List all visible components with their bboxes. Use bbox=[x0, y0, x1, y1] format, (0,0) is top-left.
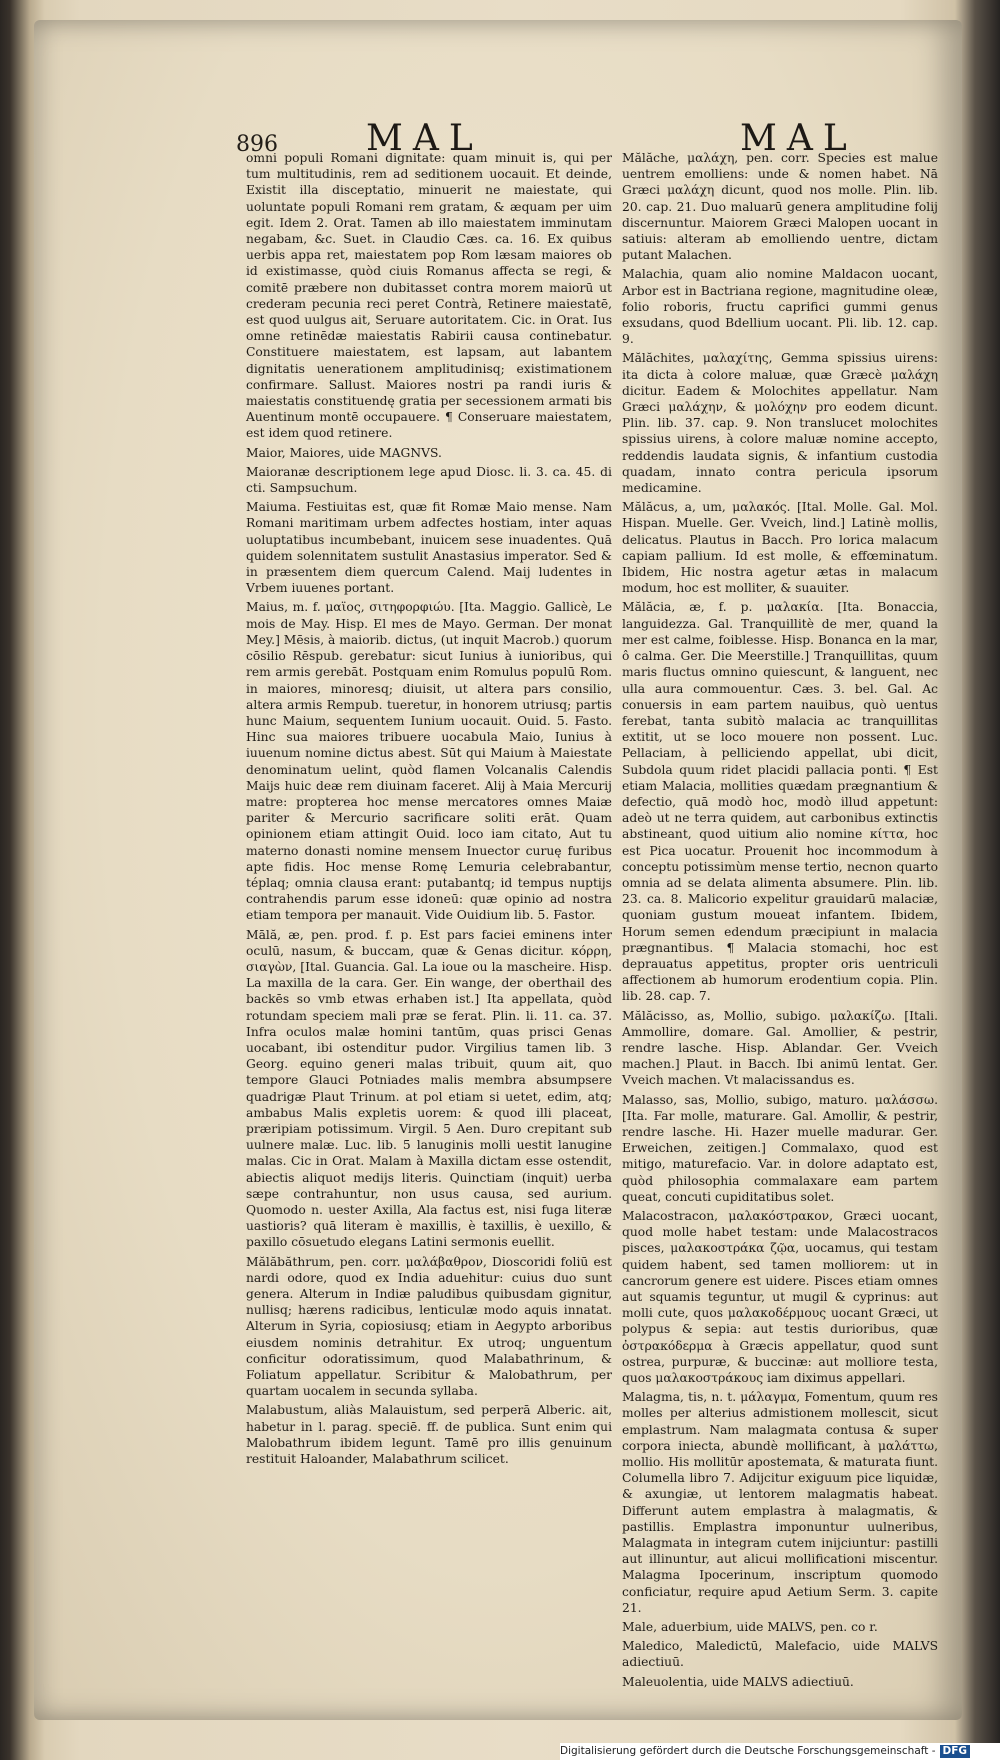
entry-malagma: Malagma, tis, n. t. μάλαγμα, Fomentum, quum res molles per alterius admistionem mollescit, sicut emplastrum. Nam malagmata contusa & super corpora iniecta, abundè mollificant, à μαλάττω, mollio. His mollitūr apostemata, & maturata fiunt. Columella libro 7. Adijcitur exiguum pice liquidæ, & axungiæ, ut lentorem malagmatis habeat. Differunt autem emplastra à malagmatis, & pastillis. Emplastra imponuntur uulneribus, Malagmata in integram cutem inijciuntur: pastilli aut illinuntur, aut alicui mollificationi miscentur. Malagma Ipocerinum, inscriptum quomodo conficiatur, require apud Aetium Serm. 3. capite 21. bbox=[622, 1390, 938, 1615]
entry-malacostracon: Malacostracon, μαλακόστρακον, Græci uocant, quod molle habet testam: unde Malacostracos pisces, μαλακοστράκα ζῷα, uocamus, qui testam quidem habent, sed tamen molliorem: ut in cancrorum genere est uidere. Pisces etiam omnes aut squamis teguntur, ut mugil & cyprinus: aut molli cute, quos μαλακοδέρμους uocant Græci, ut polypus & sepia: aut testis durioribus, quæ ὀστρακόδερμα à Græcis appellatur, quod sunt ostrea, purpuræ, & buccinæ: aut molliore testa, quos μαλακοστράκους iam diximus appellari. bbox=[622, 1209, 938, 1386]
entry-maiestas-continuation: omni populi Romani dignitate: quam minuit is, qui per tum multitudinis, rem ad seditionem uocauit. Et deinde, Existit illa disceptatio, minuerit ne maiestate, qui uoluntate populi Romani rem gratam, & æquam per uim egit. Idem 2. Orat. Tamen ab illo maiestatem imminutam negabam, &c. Suet. in Claudio Cæs. ca. 16. Ex quibus uerbis appa ret, maiestatem pop Rom læsam maiores ob id existimasse, quòd ciuis Romanus affecta se regi, & comitē præbere non dubitasset contra morem maiorū ut crederam pecunia reci peret Contrà, Retinere maiestatē, est quod uulgus ait, Seruare autoritatem. Cic. in Orat. Ius omne retinēdæ maiestatis Rabirii causa continebatur. Constituere maiestatem, est lapsam, aut labantem dignitatis uenerationem amplitudinisq; existimationem confirmare. Sallust. Maiores nostri pa randi iuris & maiestatis constituendę gratia per secessionem armati bis Auentinum montē occupauere. ¶ Conseruare maiestatem, est idem quod retinere. bbox=[246, 151, 612, 441]
entry-malacia: Mălăcia, æ, f. p. μαλακία. [Ita. Bonaccia, languidezza. Gal. Tranquillitè de mer, quand la mer est calme, foiblesse. Hisp. Bonanca en la mar, ô calma. Ger. Die Meerstille.] Tranquillitas, quum maris fluctus omnino quiescunt, & languent, nec ulla aura commouentur. Cæs. 3. bel. Gal. Ac conuersis in eam partem nauibus, quò uentus ferebat, tanta subitò malacia ac tranquillitas extitit, ut se loco mouere non possent. Luc. Pellaciam, à pelliciendo appellat, ubi dicit, Subdola quum ridet placidi pallacia ponti. ¶ Est etiam Malacia, mollities quædam prægnantium & defectio, quā modò hoc, modò illud appetunt: adeò ut ne terra quidem, aut carbonibus extinctis abstineant, quod uitium alio nomine κίττα, hoc est Pica uocatur. Prouenit hoc incommodum à conceptu potissimùm mense tertio, necnon quarto omnia ad se delata alimenta absumere. Plin. lib. 23. ca. 8. Malicorio expelitur grauidarū malaciæ, quoniam gustum moueat infantem. Ibidem, Horum semen edendum præcipiunt in malacia prægnantibus. ¶ Malacia stomachi, hoc est deprauatus appetitus, propter oris uentriculi affectionem ab humorum erodentium copia. Plin. lib. 28. cap. 7. bbox=[622, 600, 938, 1004]
digitization-credit bbox=[560, 1743, 1000, 1760]
entry-malachia: Malachia, quam alio nomine Maldacon uocant, Arbor est in Bactriana regione, magnitudine oleæ, folio roboris, fructu caprifici gummi genus exsudans, quod Bdellium uocant. Pli. lib. 12. cap. 9. bbox=[622, 267, 938, 347]
entry-malachites: Mălăchites, μαλαχίτης, Gemma spissius uirens: ita dicta à colore maluæ, quæ Græcè μαλάχη dicitur. Eadem & Molochites appellatur. Nam Græci μαλάχην, & μολόχην pro eodem dicunt. Plin. lib. 37. cap. 9. Non translucet molochites spissius uirens, à colore maluæ nomine accepto, reddendis laudata signis, & infantium custodia quadam, innato contra pericula ipsorum medicamine. bbox=[622, 351, 938, 496]
digitization-credit-text: Digitalisierung gefördert durch die Deutsche Forschungsgemeinschaft - bbox=[560, 1745, 936, 1757]
entry-maior: Maior, Maiores, uide MAGNVS. bbox=[246, 445, 442, 460]
left-column bbox=[246, 150, 612, 1470]
running-head-right: MAL bbox=[740, 118, 857, 159]
entry-malacisso: Mălăcisso, as, Mollio, subigo. μαλακίζω. [Itali. Ammollire, domare. Gal. Amollier, & pestrir, rendre lasche. Hisp. Ablandar. Ger. Vveich machen.] Plaut. in Bacch. Ibi animū lentat. Ger. Vveich machen. Vt malacissandus es. bbox=[622, 1008, 938, 1088]
entry-maiorana: Maioranæ descriptionem lege apud Diosc. li. 3. ca. 45. di cti. Sampsuchum. bbox=[246, 464, 612, 496]
right-column bbox=[622, 150, 938, 1693]
entry-maiuma: Maiuma. Festiuitas est, quæ fit Romæ Maio mense. Nam Romani maritimam urbem adfectes hostiam, inter aquas uoluptatibus incumbebant, inuicem sese inuadentes. Quā quidem solennitatem sustulit Anastasius imperator. Sed & in præsentem diem quercum Calend. Maij ludentes in Vrbem iuuenes portant. bbox=[246, 500, 612, 596]
entry-maleuolentia: Maleuolentia, uide MALVS adiectiuū. bbox=[622, 1674, 854, 1689]
entry-malache: Mălăche, μαλάχη, pen. corr. Species est malue uentrem emolliens: unde & nomen habet. Nā Græci μαλάχη dicunt, quod nos molle. Plin. lib. 20. cap. 21. Duo maluarū genera amplitudine folij discernuntur. Maiorem Græci Malopen uocant in satiuis: alteram ab emolliendo uentre, dictam putant Malachen. bbox=[622, 151, 938, 263]
entry-maius: Maius, m. f. μαϊος, σιτηφορφιώυ. [Ita. Maggio. Gallicè, Le mois de May. Hisp. El mes de Mayo. German. Der monat Mey.] Mēsis, à maiorib. dictus, (ut inquit Macrob.) quorum cōsilio Rēspub. gerebatur: sicut Iunius à iunioribus, qui rem armis gerebāt. Postquam enim Romulus populū Rom. in maiores, minoresq; diuisit, ut altera pars consilio, altera armis Rempub. tueretur, in honorem utriusq; partis hunc Maium, sequentem Iunium uocauit. Ouid. 5. Fasto. Hinc sua maiores tribuere uocabula Maio, Iunius à iuuenum nomine dictus abest. Sūt qui Maium à Maiestate denominatum uelint, quòd flamen Volcanalis Calendis Maijs huic deæ rem diuinam faceret. Alij à Maia Mercurij matre: propterea hoc mense mercatores omnes Maiæ pariter & Mercurio sacrificare soliti erāt. Quam opinionem etiam attingit Ouid. loco iam citato, Aut tu materno donasti nomine mensem Inuector curuę furibus apte fidis. Hoc mense Romę Lemuria celebrabantur, téplaq; omnia clausa erant: putabantq; id tempus nuptijs contrahendis parum esse idoneū: quæ opinio ad nostra etiam tempora per manauit. Vide Ouidium lib. 5. Fastor. bbox=[246, 600, 613, 923]
entry-malacus: Mălăcus, a, um, μαλακός. [Ital. Molle. Gal. Mol. Hispan. Muelle. Ger. Vveich, lind.] Latinè mollis, delicatus. Plautus in Bacch. Pro lorica malacum capiam pallium. Id est molle, & effœminatum. Ibidem, Hic nostra agetur ætas in malacum modum, hoc est molliter, & suauiter. bbox=[622, 500, 938, 596]
entry-malabathrum: Mălăbăthrum, pen. corr. μαλάβαθρον, Dioscoridi foliū est nardi odore, quod ex India aduehitur: cuius duo sunt genera. Alterum in Indiæ paludibus quibusdam gignitur, nullisq; hærens radicibus, lenticulæ modo aquis innatat. Alterum in Syria, copiosiusq; etiam in Aegypto arboribus eiusdem nominis detrahitur. Ex utroq; unguentum conficitur odoratissimum, quod Malabathrinum, & Foliatum appellatur. Scribitur & Malobathrum, per quartam uocalem in secunda syllaba. bbox=[246, 1254, 612, 1399]
running-head-left: MAL bbox=[366, 118, 483, 159]
page-number: 896 bbox=[236, 132, 278, 157]
dfg-logo: DFG bbox=[940, 1745, 971, 1758]
entry-maledico: Maledico, Maledictū, Malefacio, uide MALVS adiectiuū. bbox=[622, 1639, 938, 1670]
entry-malasso: Malasso, sas, Mollio, subigo, maturo. μαλάσσω. [Ita. Far molle, maturare. Gal. Amollir, & pestrir, rendre lasche. Hi. Hazer muelle madurar. Ger. Erweichen, zeitigen.] Commalaxo, quod est mitigo, maturefacio. Var. in dolore adaptato est, quòd philosophia commalaxare eam partem queat, concuti cupiditatibus solet. bbox=[622, 1092, 938, 1204]
entry-male: Male, aduerbium, uide MALVS, pen. co r. bbox=[622, 1620, 878, 1635]
entry-mala: Mālă, æ, pen. prod. f. p. Est pars faciei eminens inter oculū, nasum, & buccam, quæ & Genas dicitur. κόρρη, σιαγὼν, [Ital. Guancia. Gal. La ioue ou la mascheire. Hisp. La maxilla de la cara. Ger. Ein wange, der oberthail des backēs so vmb etwas erhaben ist.] Ita appellata, quòd rotundam speciem mali præ se ferat. Plin. li. 11. ca. 37. Infra oculos malæ homini tantūm, quas prisci Genas uocabant, ibi ostenditur pudor. Virgilius tamen lib. 3 Georg. equino generi malas tribuit, quum ait, quo tempore Glauci Potniades malis membra absumpsere quadrigæ Plaut Trinum. at pol etiam si uetet, edim, atq; ambabus Malis expletis uorem: & quod illi placeat, præripiam potissimum. Virgil. 5 Aen. Duro crepitant sub uulnere malæ. Luc. lib. 5 lanuginis molli uestit lanugine malas. Cic in Orat. Malam à Maxilla dictam esse ostendit, abiectis aliquot medijs literis. Quinctiam (inquit) uerba sæpe contrahuntur, non usus causa, sed aurium. Quomodo n. uester Axilla, Ala factus est, nisi fuga literæ uastioris? quā literam è maxillis, è taxillis, è uexillo, & paxillo cōsuetudo elegans Latini sermonis euellit. bbox=[246, 927, 612, 1250]
entry-malabustum: Malabustum, aliàs Malauistum, sed perperā Alberic. ait, habetur in l. parag. speciē. ff. de publica. Sunt enim qui Malobathrum ibidem legunt. Tamē pro illis genuinum restituit Haloander, Malabathrum scilicet. bbox=[246, 1403, 612, 1467]
